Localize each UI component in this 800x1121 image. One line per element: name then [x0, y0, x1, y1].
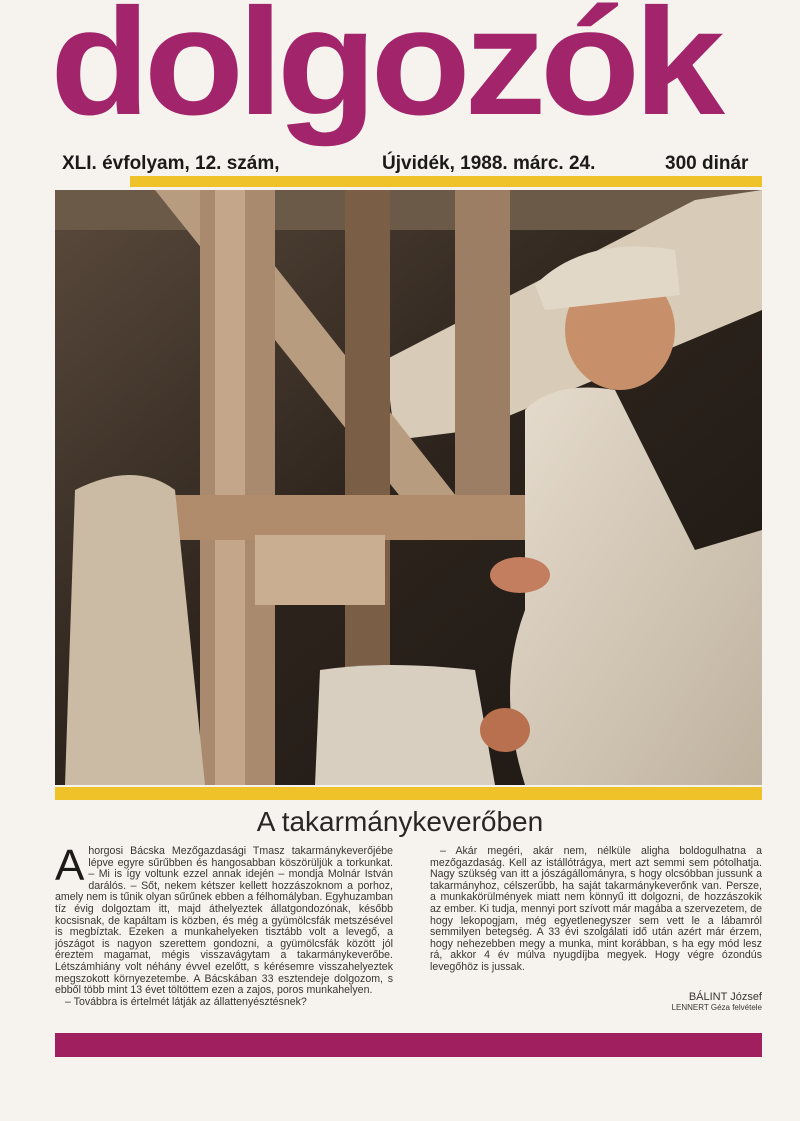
photo-yellow-bar: [55, 787, 762, 800]
issue-place-date: Újvidék, 1988. márc. 24.: [382, 153, 596, 174]
top-yellow-bar: [130, 176, 762, 187]
article-paragraph: – Akár megéri, akár nem, nélküle aligha boldogulhatna a mezőgazdaság. Kell az istállótrágya, mert azt semmi sem pótolhatja. Nagy szükség van itt a jószágállományra, s hogy olcsóbban jussunk a takarmányhoz, célszerűbb, ha saját takarmánykeverőnk van. Persze, a munkakörülmények miatt nem könnyű itt dolgozni, de hozzászokik az ember. Ki tudja, mennyi port szívott már magába a szervezetem, de hogy lekopogjam, még egyetlenegyszer sem vett le a lábamról semmilyen betegség. A 33 évi szolgálati idő után azért már érzem, hogy nehezebben megy a munka, mint korábban, s ha egy mód lesz rá, akkor 4 év múlva nyugdíjba megyek. Hogy végre ózondús levegőhöz is jussak.: [430, 845, 762, 973]
article-paragraph: [55, 841, 393, 997]
masthead-title: dolgozók: [50, 0, 719, 147]
photo-credit: LENNERT Géza felvétele: [671, 1003, 762, 1013]
issue-price: 300 dinár: [665, 153, 749, 174]
article-headline: A takarmánykeverőben: [256, 806, 544, 837]
issue-volume: XLI. évfolyam, 12. szám,: [62, 153, 280, 174]
author: BÁLINT József: [688, 990, 762, 1003]
article-right-column: [430, 846, 762, 1013]
drop-cap: A: [55, 841, 85, 890]
paragraph-text: horgosi Bácska Mezőgazdasági Tmasz takarmánykeverőjébe lépve egyre sűrűbben és hangosabban köszörüljük a torkunkat. – Mi is így voltunk ezzel annak idején – mondja Molnár István darálós. – Sőt, nekem kétszer kellett hozzászoknom a porhoz, amely nem is tűnik olyan sűrűnek ebben a félhomályban. Egyhuzamban tíz évig dolgoztam itt, majd áthelyeztek állatgondozónak, később kocsisnak, de kapáltam is közben, és még a gyümölcsfák metszésével is megbíztak. Ezeken a munkahelyeken tisztább volt a levegő, a jószágot is nagyon szerettem gondozni, a gyümölcsfák között jól éreztem magamat, mégis visszavágytam a takarmánykeverőbe. Létszámhiány volt néhány évvel ezelőtt, s kérésemre visszahelyeztek megszokott környezetembe. A Bácskában 33 esztendeje dolgozom, s ebből több mint 13 évet töltöttem ezen a zajos, poros munkahelyen.: [55, 845, 393, 997]
byline: [430, 992, 762, 1014]
bottom-magenta-bar: [55, 1033, 762, 1057]
article-left-column: [55, 841, 393, 1008]
cover-photo-mill-worker: [55, 190, 762, 785]
article-paragraph: – Továbbra is értelmét látják az állattenyésztésnek?: [65, 995, 307, 1008]
